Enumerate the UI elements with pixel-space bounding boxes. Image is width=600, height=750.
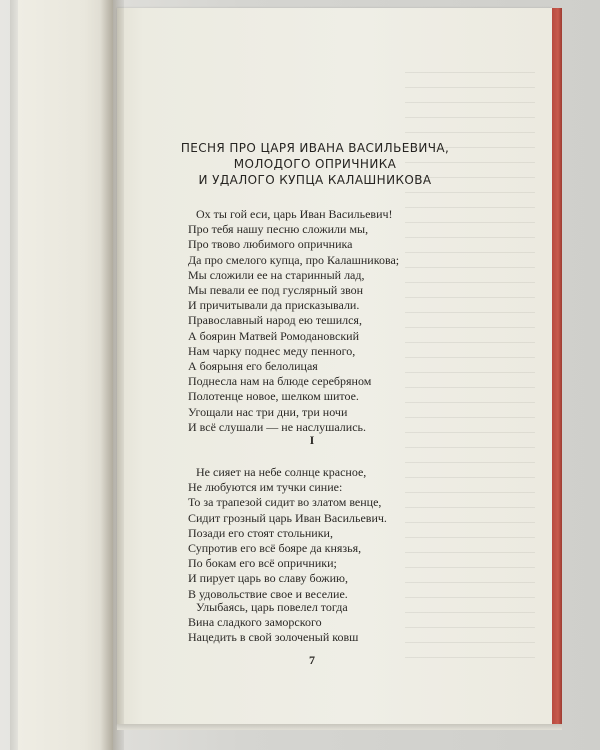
verse-line: И пирует царь во славу божию, <box>188 571 348 586</box>
verse-line: То за трапезой сидит во златом венце, <box>188 495 382 510</box>
verse-line: Нам чарку поднес меду пенного, <box>188 343 356 358</box>
verse-line: Про твово любимого опричника <box>188 237 353 252</box>
left-page <box>18 0 113 750</box>
verse-line: Мы сложили ее на старинный лад, <box>188 267 365 282</box>
verse-line: Про тебя нашу песню сложили мы, <box>188 222 369 237</box>
title-line: ПЕСНЯ ПРО ЦАРЯ ИВАНА ВАСИЛЬЕВИЧА, <box>180 141 450 155</box>
verse-line: Супротив его всё бояре да князья, <box>188 541 362 556</box>
stanza-1 <box>188 465 488 602</box>
verse-line: А боярин Матвей Ромодановский <box>188 328 360 343</box>
verse-line: Ох ты гой еси, царь Иван Васильевич! <box>196 207 393 221</box>
verse-line: Да про смелого купца, про Калашникова; <box>188 252 400 267</box>
verse-line: Не любуются им тучки синие: <box>188 480 343 495</box>
title-line: И УДАЛОГО КУПЦА КАЛАШНИКОВА <box>198 173 432 187</box>
page-bottom-edge <box>117 724 562 730</box>
verse-line: Угощали нас три дни, три ночи <box>188 404 348 419</box>
verse-line: Мы певали ее под гуслярный звон <box>188 283 364 298</box>
verse-line: И причитывали да присказывали. <box>188 298 360 313</box>
prologue <box>188 207 488 435</box>
verse-line: Позади его стоят стольники, <box>188 525 333 540</box>
verse-line: Православный народ ею тешился, <box>188 313 362 328</box>
verse-line: А боярыня его белолицая <box>188 359 318 374</box>
verse-line: Поднесла нам на блюде серебряном <box>188 374 372 389</box>
verse-line: В удовольствие свое и веселие. <box>188 586 348 601</box>
page-number: 7 <box>309 653 315 667</box>
title-line: МОЛОДОГО ОПРИЧНИКА <box>233 157 397 171</box>
verse-line: Вина сладкого заморского <box>188 615 322 630</box>
section-number: I <box>309 433 315 447</box>
verse-line: Сидит грозный царь Иван Васильевич. <box>188 510 387 525</box>
spine-shadow <box>100 0 124 750</box>
verse-line: Нацедить в свой золоченый ковш <box>188 630 359 645</box>
stanza-2 <box>188 600 488 646</box>
verse-line: Полотенце новое, шелком шитое. <box>188 389 359 404</box>
poem-title <box>170 140 460 188</box>
verse-line: Не сияет на небе солнце красное, <box>196 465 367 479</box>
book-cover-edge-right <box>552 8 562 728</box>
verse-line: По бокам его всё опричники; <box>188 556 337 571</box>
verse-line: Улыбаясь, царь повелел тогда <box>196 600 348 614</box>
verse-line: И всё слушали — не наслушались. <box>188 419 367 434</box>
